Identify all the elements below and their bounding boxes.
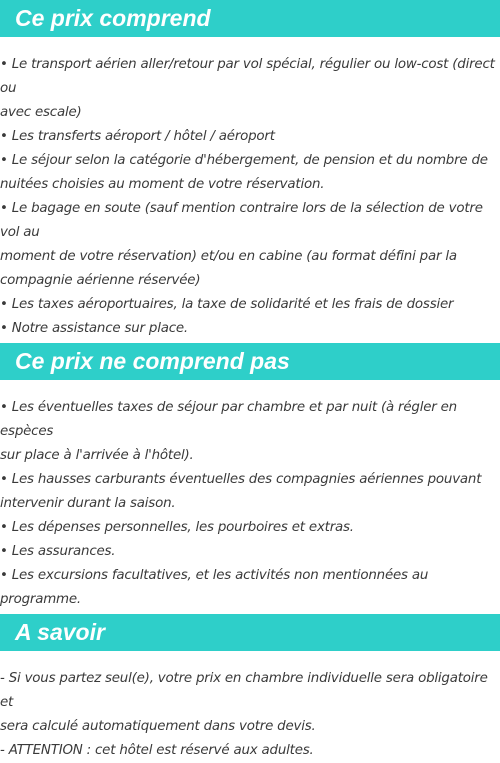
list-item: • Notre assistance sur place.: [0, 321, 188, 336]
list-item: - ATTENTION : cet hôtel est réservé aux adultes.: [0, 743, 314, 758]
list-item: • Les transferts aéroport / hôtel / aéroport: [0, 129, 275, 144]
list-item: - Si vous partez seul(e), votre prix en chambre individuelle sera obligatoire et: [0, 671, 488, 710]
list-item: sur place à l'arrivée à l'hôtel).: [0, 448, 194, 463]
list-item: nuitées choisies au moment de votre réservation.: [0, 177, 325, 192]
section-price-excludes: [0, 343, 500, 612]
list-item: • Le transport aérien aller/retour par vol spécial, régulier ou low-cost (direct ou: [0, 57, 495, 96]
section-body: [0, 667, 500, 763]
section-title: Ce prix ne comprend pas: [0, 343, 500, 380]
section-body: [0, 53, 500, 341]
list-item: • Le séjour selon la catégorie d'hébergement, de pension et du nombre de: [0, 153, 488, 168]
section-title: Ce prix comprend: [0, 0, 500, 37]
list-item: moment de votre réservation) et/ou en cabine (au format défini par la: [0, 249, 457, 264]
list-item: • Les assurances.: [0, 544, 116, 559]
list-item: avec escale): [0, 105, 82, 120]
section-good-to-know: [0, 614, 500, 763]
list-item: • Les dépenses personnelles, les pourboires et extras.: [0, 520, 354, 535]
section-title: A savoir: [0, 614, 500, 651]
list-item: sera calculé automatiquement dans votre devis.: [0, 719, 316, 734]
section-price-includes: [0, 0, 500, 341]
list-item: • Les hausses carburants éventuelles des compagnies aériennes pouvant: [0, 472, 482, 487]
list-item: • Le bagage en soute (sauf mention contraire lors de la sélection de votre vol au: [0, 201, 483, 240]
list-item: compagnie aérienne réservée): [0, 273, 201, 288]
section-body: [0, 396, 500, 612]
list-item: • Les éventuelles taxes de séjour par chambre et par nuit (à régler en espèces: [0, 400, 457, 439]
list-item: intervenir durant la saison.: [0, 496, 176, 511]
list-item: • Les taxes aéroportuaires, la taxe de solidarité et les frais de dossier: [0, 297, 454, 312]
list-item: • Les excursions facultatives, et les activités non mentionnées au programme.: [0, 568, 429, 607]
